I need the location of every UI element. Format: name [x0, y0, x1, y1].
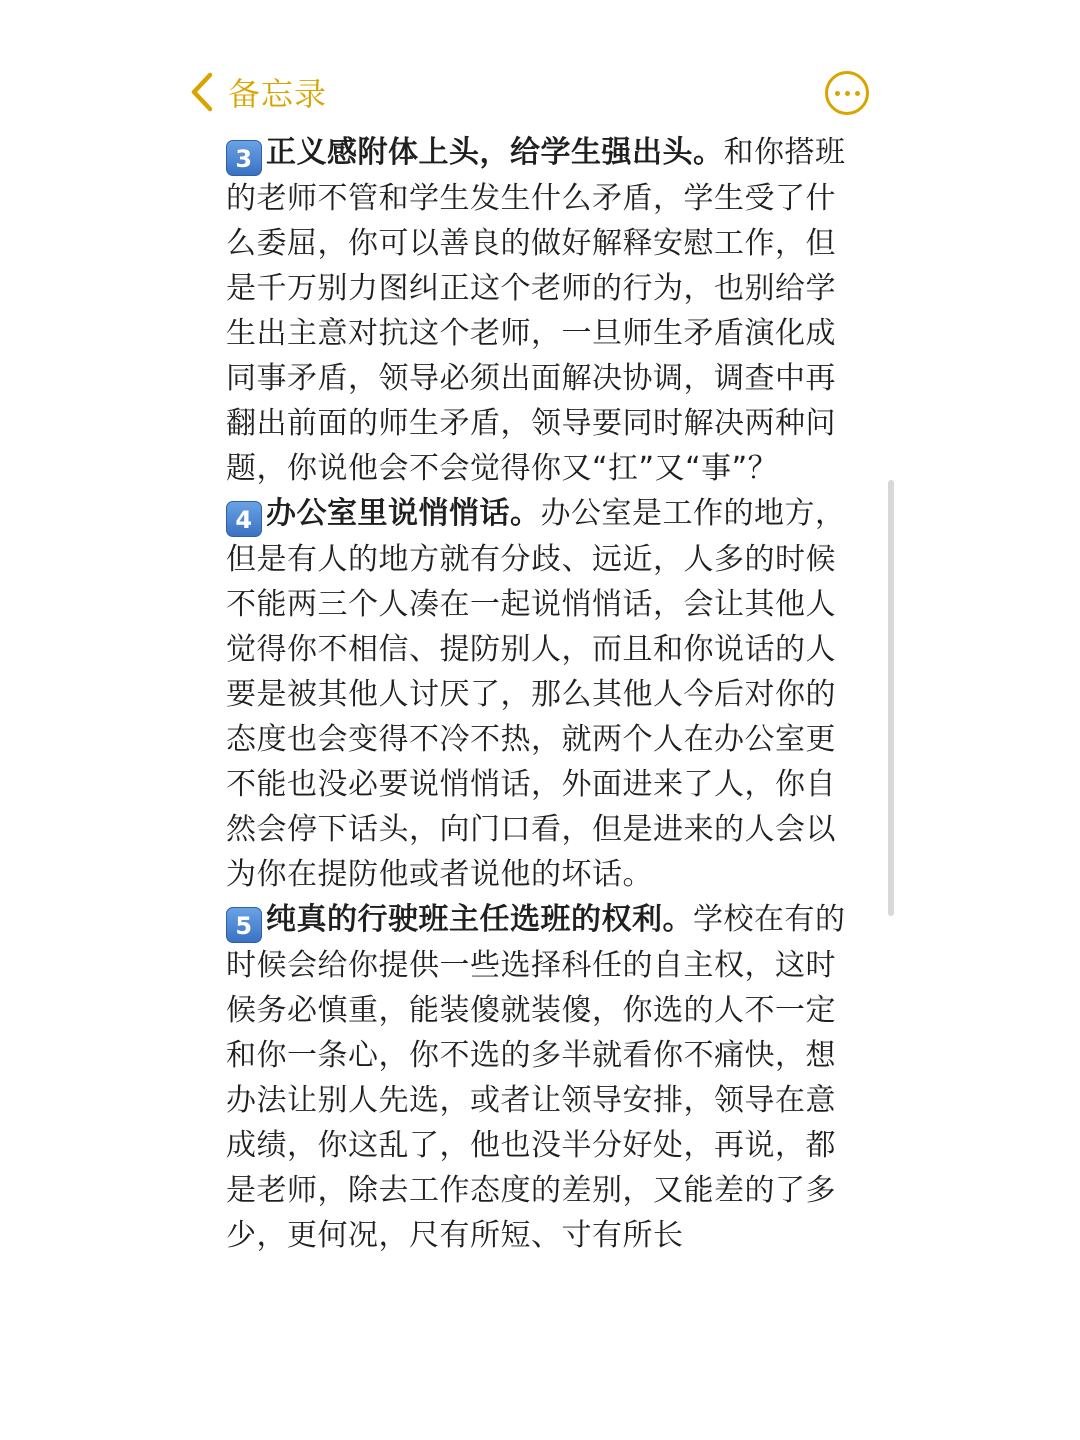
- navigation-bar: [0, 60, 1080, 124]
- chevron-left-icon: [190, 72, 214, 112]
- back-label: 备忘录: [228, 75, 328, 113]
- section-title: 办公室里说悄悄话。: [266, 496, 541, 531]
- section-body: 办公室是工作的地方，但是有人的地方就有分歧、远近，人多的时候不能两三个人凑在一起说悄悄话，会让其他人觉得你不相信、提防别人，而且和你说话的人要是被其他人讨厌了，那么其他人今后对你的态度也会变得不冷不热，就两个人在办公室更不能也没必要说悄悄话，外面进来了人，你自然会停下话头，向门口看，但是进来的人会以为你在提防他或者说他的坏话。: [226, 496, 846, 892]
- keycap-number-badge: 5: [226, 907, 262, 943]
- more-button[interactable]: [825, 71, 869, 115]
- ellipsis-circle-icon: [832, 91, 862, 96]
- note-body[interactable]: [226, 130, 856, 1366]
- note-section: [226, 491, 856, 897]
- back-button[interactable]: [190, 68, 327, 116]
- section-title: 纯真的行驶班主任选班的权利。: [266, 902, 693, 937]
- keycap-number-badge: 3: [226, 140, 262, 176]
- note-section: [226, 130, 856, 491]
- keycap-number-badge: 4: [226, 501, 262, 537]
- section-title: 正义感附体上头，给学生强出头。: [266, 135, 724, 170]
- note-section: [226, 897, 856, 1258]
- section-body: 学校在有的时候会给你提供一些选择科任的自主权，这时候务必慎重，能装傻就装傻，你选的人不一定和你一条心，你不选的多半就看你不痛快，想办法让别人先选，或者让领导安排，领导在意成绩，你这乱了，他也没半分好处，再说，都是老师，除去工作态度的差别，又能差的了多少，更何况，尺有所短、寸有所长: [226, 902, 846, 1253]
- section-body: 和你搭班的老师不管和学生发生什么矛盾，学生受了什么委屈，你可以善良的做好解释安慰工作，但是千万别力图纠正这个老师的行为，也别给学生出主意对抗这个老师，一旦师生矛盾演化成同事矛盾，领导必须出面解决协调，调查中再翻出前面的师生矛盾，领导要同时解决两种问题，你说他会不会觉得你又“扛”又“事”？: [226, 135, 846, 486]
- scrollbar[interactable]: [888, 480, 894, 916]
